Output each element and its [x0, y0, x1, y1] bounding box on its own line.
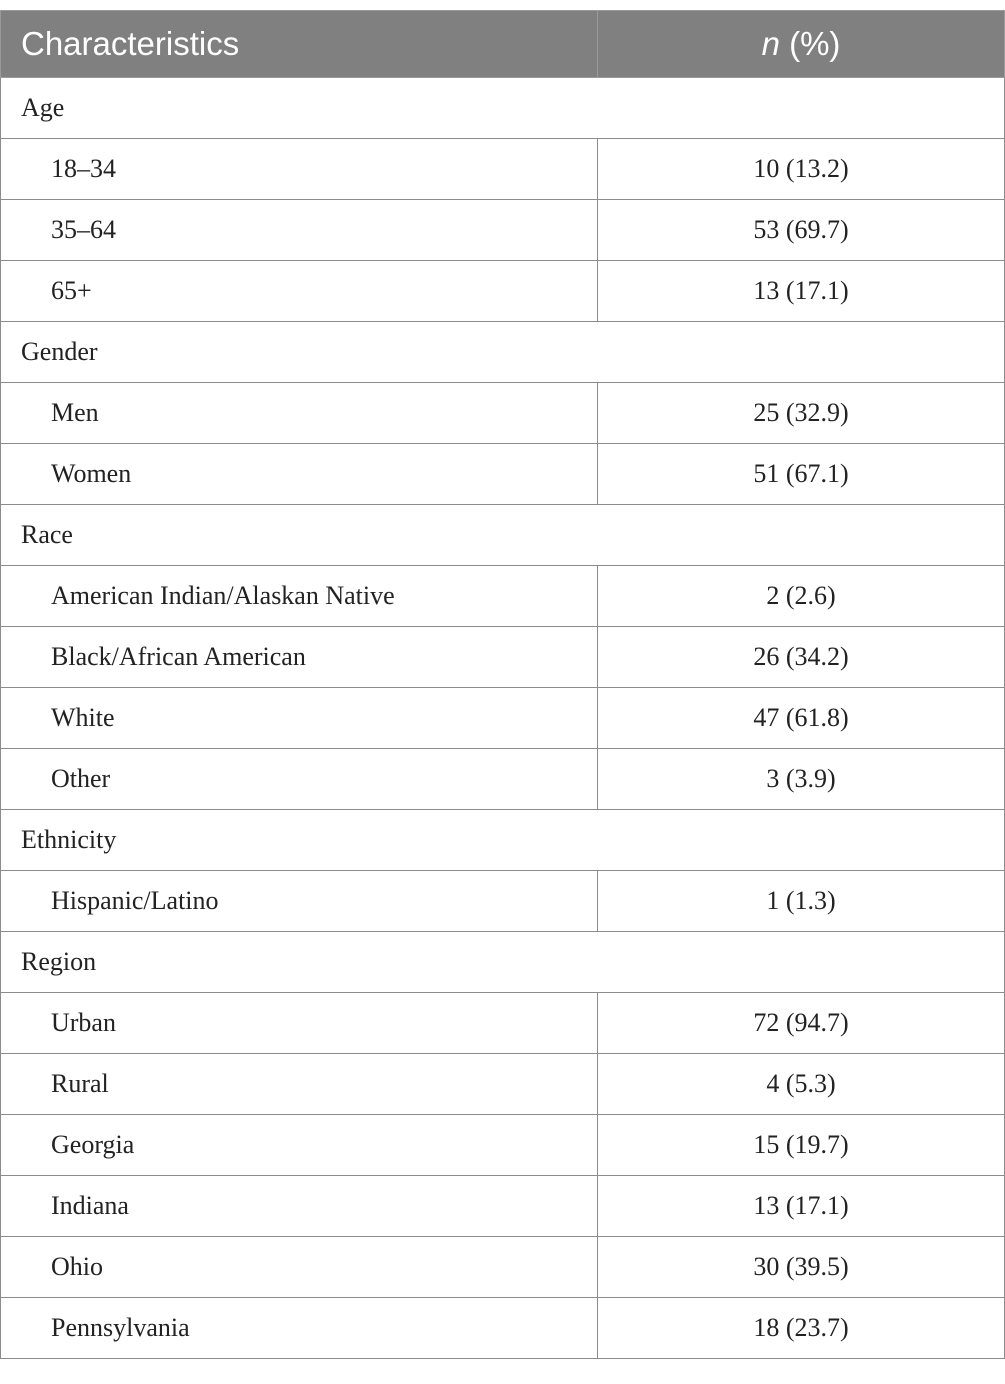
section-label: Gender: [1, 322, 1005, 383]
row-label: Ohio: [1, 1237, 598, 1298]
table-row: [1, 383, 1005, 444]
row-value: 51 (67.1): [598, 444, 1005, 505]
row-value: 25 (32.9): [598, 383, 1005, 444]
table-row: [1, 1237, 1005, 1298]
row-label: Other: [1, 749, 598, 810]
row-label: Black/African American: [1, 627, 598, 688]
section-row: [1, 322, 1005, 383]
table-row: [1, 1176, 1005, 1237]
table-row: [1, 139, 1005, 200]
row-value: 2 (2.6): [598, 566, 1005, 627]
row-value: 13 (17.1): [598, 261, 1005, 322]
row-value: 15 (19.7): [598, 1115, 1005, 1176]
table-row: [1, 1054, 1005, 1115]
header-n-percent: [598, 11, 1005, 78]
section-label: Ethnicity: [1, 810, 1005, 871]
header-n-italic: n: [761, 25, 780, 62]
table-row: [1, 627, 1005, 688]
table-body: [1, 78, 1005, 1359]
row-value: 72 (94.7): [598, 993, 1005, 1054]
section-label: Age: [1, 78, 1005, 139]
row-value: 3 (3.9): [598, 749, 1005, 810]
row-label: Pennsylvania: [1, 1298, 598, 1359]
table-row: [1, 749, 1005, 810]
row-label: Urban: [1, 993, 598, 1054]
table-header: [1, 11, 1005, 78]
row-label: 18–34: [1, 139, 598, 200]
row-value: 30 (39.5): [598, 1237, 1005, 1298]
row-label: Men: [1, 383, 598, 444]
table-row: [1, 1298, 1005, 1359]
section-row: [1, 505, 1005, 566]
header-characteristics: Characteristics: [1, 11, 598, 78]
row-label: Rural: [1, 1054, 598, 1115]
row-label: American Indian/Alaskan Native: [1, 566, 598, 627]
table-row: [1, 1115, 1005, 1176]
header-row: [1, 11, 1005, 78]
table-row: [1, 200, 1005, 261]
table-row: [1, 993, 1005, 1054]
row-value: 1 (1.3): [598, 871, 1005, 932]
header-percent: (%): [779, 25, 841, 62]
row-value: 13 (17.1): [598, 1176, 1005, 1237]
row-label: Indiana: [1, 1176, 598, 1237]
row-value: 26 (34.2): [598, 627, 1005, 688]
row-value: 53 (69.7): [598, 200, 1005, 261]
table-row: [1, 566, 1005, 627]
section-label: Race: [1, 505, 1005, 566]
row-label: Hispanic/Latino: [1, 871, 598, 932]
table-row: [1, 688, 1005, 749]
row-label: Georgia: [1, 1115, 598, 1176]
section-row: [1, 810, 1005, 871]
row-label: White: [1, 688, 598, 749]
table-row: [1, 444, 1005, 505]
row-value: 10 (13.2): [598, 139, 1005, 200]
table-row: [1, 871, 1005, 932]
row-label: 35–64: [1, 200, 598, 261]
row-value: 18 (23.7): [598, 1298, 1005, 1359]
row-label: Women: [1, 444, 598, 505]
table-row: [1, 261, 1005, 322]
section-row: [1, 932, 1005, 993]
row-value: 4 (5.3): [598, 1054, 1005, 1115]
section-row: [1, 78, 1005, 139]
characteristics-table: [0, 10, 1005, 1359]
row-label: 65+: [1, 261, 598, 322]
row-value: 47 (61.8): [598, 688, 1005, 749]
section-label: Region: [1, 932, 1005, 993]
characteristics-table-container: [0, 10, 1004, 1359]
